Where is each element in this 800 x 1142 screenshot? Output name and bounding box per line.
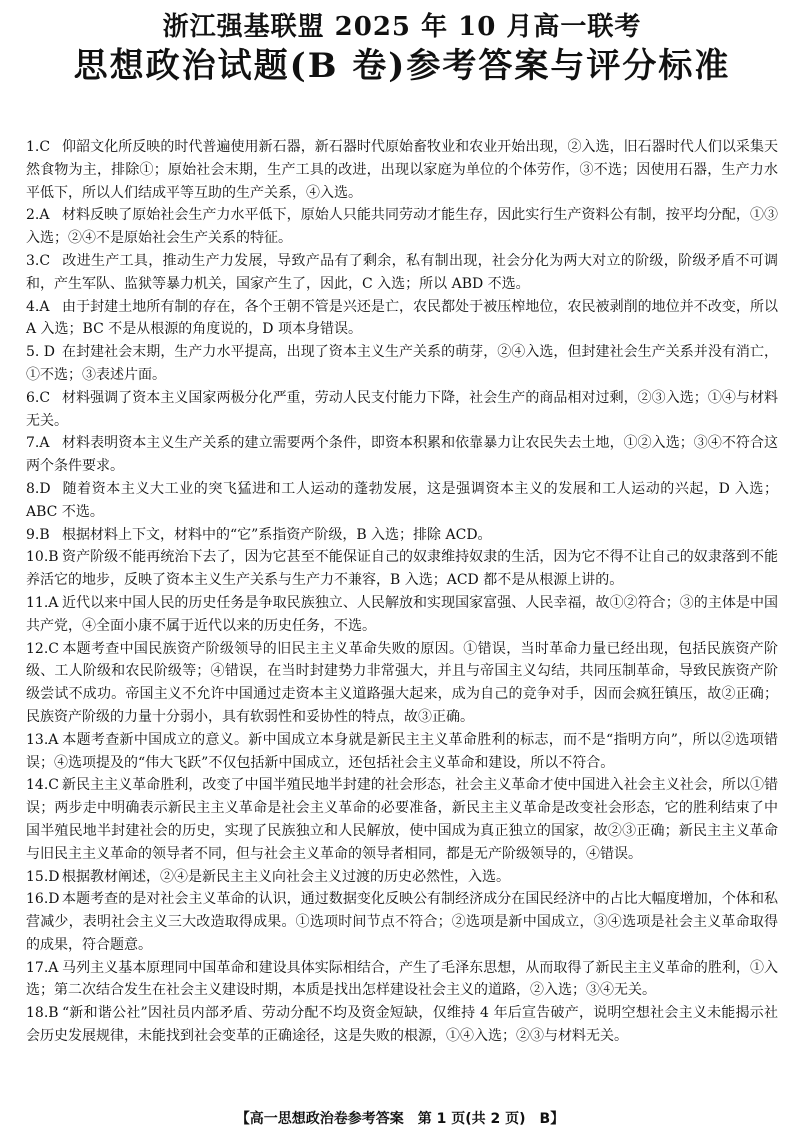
answer-explanation: 仰韶文化所反映的时代普遍使用新石器，新石器时代原始畜牧业和农业开始出现，②入选，旧石器时代人们以采集天然食物为主，排除①；原始社会末期，生产工具的改进，出现以家庭为单位的个体劳作，③不选；因使用石器，生产力水平低下，所以人们结成平等互助的生产关系，④入选。 [26,139,778,201]
answer-item [26,387,778,433]
answer-item [26,250,778,296]
answer-item [26,888,778,956]
answer-item [26,592,778,638]
answer-number: 13.A [26,731,59,748]
answer-explanation: “新和谐公社”因社员内部矛盾、劳动分配不均及资金短缺，仅维持 4 年后宣告破产，说明空想社会主义未能揭示社会历史发展规律，未能找到社会变革的正确途径，这是失败的根源，①④入选；②③与材料无关。 [26,1005,778,1045]
document-page [0,10,800,1142]
answer-number: 2.A [26,207,50,224]
answer-explanation: 根据教材阐述，②④是新民主主义向社会主义过渡的历史必然性，入选。 [62,868,510,885]
answer-explanation: 近代以来中国人民的历史任务是争取民族独立、人民解放和实现国家富强、人民幸福，故①②符合；③的主体是中国共产党，④全面小康不属于近代以来的历史任务，不选。 [26,594,778,634]
answer-explanation: 改进生产工具，推动生产力发展，导致产品有了剩余，私有制出现，社会分化为两大对立的阶级，阶级矛盾不可调和，产生军队、监狱等暴力机关，国家产生了，因此，C 入选；所以 ABD 不选。 [26,252,778,292]
answer-number: 4.A [26,298,50,315]
answer-item [26,432,778,478]
answer-number: 15.D [26,868,60,885]
answer-item [26,638,778,729]
answer-item [26,957,778,1003]
answer-explanation: 材料表明资本主义生产关系的建立需要两个条件，即资本积累和依靠暴力让农民失去土地，①②入选；③④不符合这两个条件要求。 [26,435,778,475]
answer-number: 8.D [26,480,51,497]
answer-explanation: 材料反映了原始社会生产力水平低下，原始人只能共同劳动才能生存，因此实行生产资料公有制，按平均分配，①③入选；②④不是原始社会生产关系的特征。 [26,207,778,247]
answer-explanation: 材料强调了资本主义国家两极分化严重，劳动人民支付能力下降，社会生产的商品相对过剩，②③入选；①④与材料无关。 [26,389,778,429]
answer-number: 11.A [26,594,59,611]
answer-number: 5. D [26,344,56,361]
answer-number: 9.B [26,526,50,543]
answer-number: 17.A [26,959,59,976]
answer-number: 7.A [26,435,50,452]
answer-explanation: 本题考查新中国成立的意义。新中国成立本身就是新民主主义革命胜利的标志，而不是“指明方向”，所以②选项错误；④选项提及的“伟大飞跃”不仅包括新中国成立，还包括社会主义革命和建设，所以不符合。 [26,731,778,771]
answer-explanation: 随着资本主义大工业的突飞猛进和工人运动的蓬勃发展，这是强调资本主义的发展和工人运动的兴起，D 入选；ABC 不选。 [26,480,778,520]
answer-number: 18.B [26,1005,59,1022]
answer-explanation: 由于封建土地所有制的存在，各个王朝不管是兴还是亡，农民都处于被压榨地位，农民被剥削的地位并不改变，所以 A 入选；BC 不是从根源的角度说的，D 项本身错误。 [26,298,778,338]
answer-item [26,1002,778,1048]
answer-item [26,341,778,387]
answer-key-title: 思想政治试题(B 卷)参考答案与评分标准 [73,46,731,86]
answer-item [26,774,778,865]
answer-explanation: 新民主主义革命胜利，改变了中国半殖民地半封建的社会形态，社会主义革命才使中国进入社会主义社会，所以①错误；两步走中明确表示新民主主义革命是社会主义革命的必要准备，新民主主义革命是改变社会形态，它的胜利结束了中国半殖民地半封建社会的历史，实现了民族独立和人民解放，使中国成为真正独立的国家，故②③正确；新民主主义革命与旧民主主义革命的领导者不同，但与社会主义革命的领导者相同，都是无产阶级领导的，④错误。 [26,777,778,862]
answer-explanation: 根据材料上下文，材料中的“它”系指资产阶级，B 入选；排除 ACD。 [62,526,492,543]
answer-explanation: 马列主义基本原理同中国革命和建设具体实际相结合，产生了毛泽东思想，从而取得了新民主主义革命的胜利，①入选；第二次结合发生在社会主义建设时期，本质是找出怎样建设社会主义的道路，②入选；③④无关。 [26,959,778,999]
answer-item [26,729,778,775]
answer-item [26,136,778,204]
answer-number: 16.D [26,891,60,908]
answer-number: 3.C [26,252,51,269]
answer-explanation: 在封建社会末期，生产力水平提高，出现了资本主义生产关系的萌芽，②④入选，但封建社会生产关系并没有消亡，①不选；③表述片面。 [26,344,778,383]
answer-number: 6.C [26,389,51,406]
answer-item [26,866,778,889]
answer-item [26,478,778,524]
answer-number: 10.B [26,549,59,566]
page-footer: 【高一思想政治卷参考答案 第 1 页(共 2 页) B】 [235,1111,565,1127]
answer-item [26,296,778,342]
answer-explanation: 本题考查中国民族资产阶级领导的旧民主主义革命失败的原因。①错误，当时革命力量已经出现，包括民族资产阶级、工人阶级和农民阶级等；④错误，在当时封建势力非常强大，并且与帝国主义勾结，共同压制革命，导致民族资产阶级尝试不成功。帝国主义不允许中国通过走资本主义道路强大起来，成为自己的竞争对手，因而会疯狂镇压，故②正确；民族资产阶级的力量十分弱小，具有软弱性和妥协性的特点，故③正确。 [26,640,778,725]
exam-title: 浙江强基联盟 2025 年 10 月高一联考 [162,12,642,42]
answer-number: 12.C [26,640,59,657]
answer-item [26,524,778,547]
answer-item [26,546,778,592]
answer-number: 1.C [26,139,51,155]
answer-explanation: 本题考查的是对社会主义革命的认识，通过数据变化反映公有制经济成分在国民经济中的占比大幅度增加，个体和私营减少，表明社会主义三大改造取得成果。①选项时间节点不符合；②选项是新中国成立，③④选项是社会主义革命取得的成果，符合题意。 [26,891,778,953]
answer-list [26,136,778,1048]
answer-explanation: 资产阶级不能再统治下去了，因为它甚至不能保证自己的奴隶维持奴隶的生活，因为它不得不让自己的奴隶落到不能养活它的地步，反映了资本主义生产关系与生产力不兼容，B 入选；ACD 都不是从根源上讲的。 [26,549,778,589]
answer-item [26,204,778,250]
answer-number: 14.C [26,777,59,794]
